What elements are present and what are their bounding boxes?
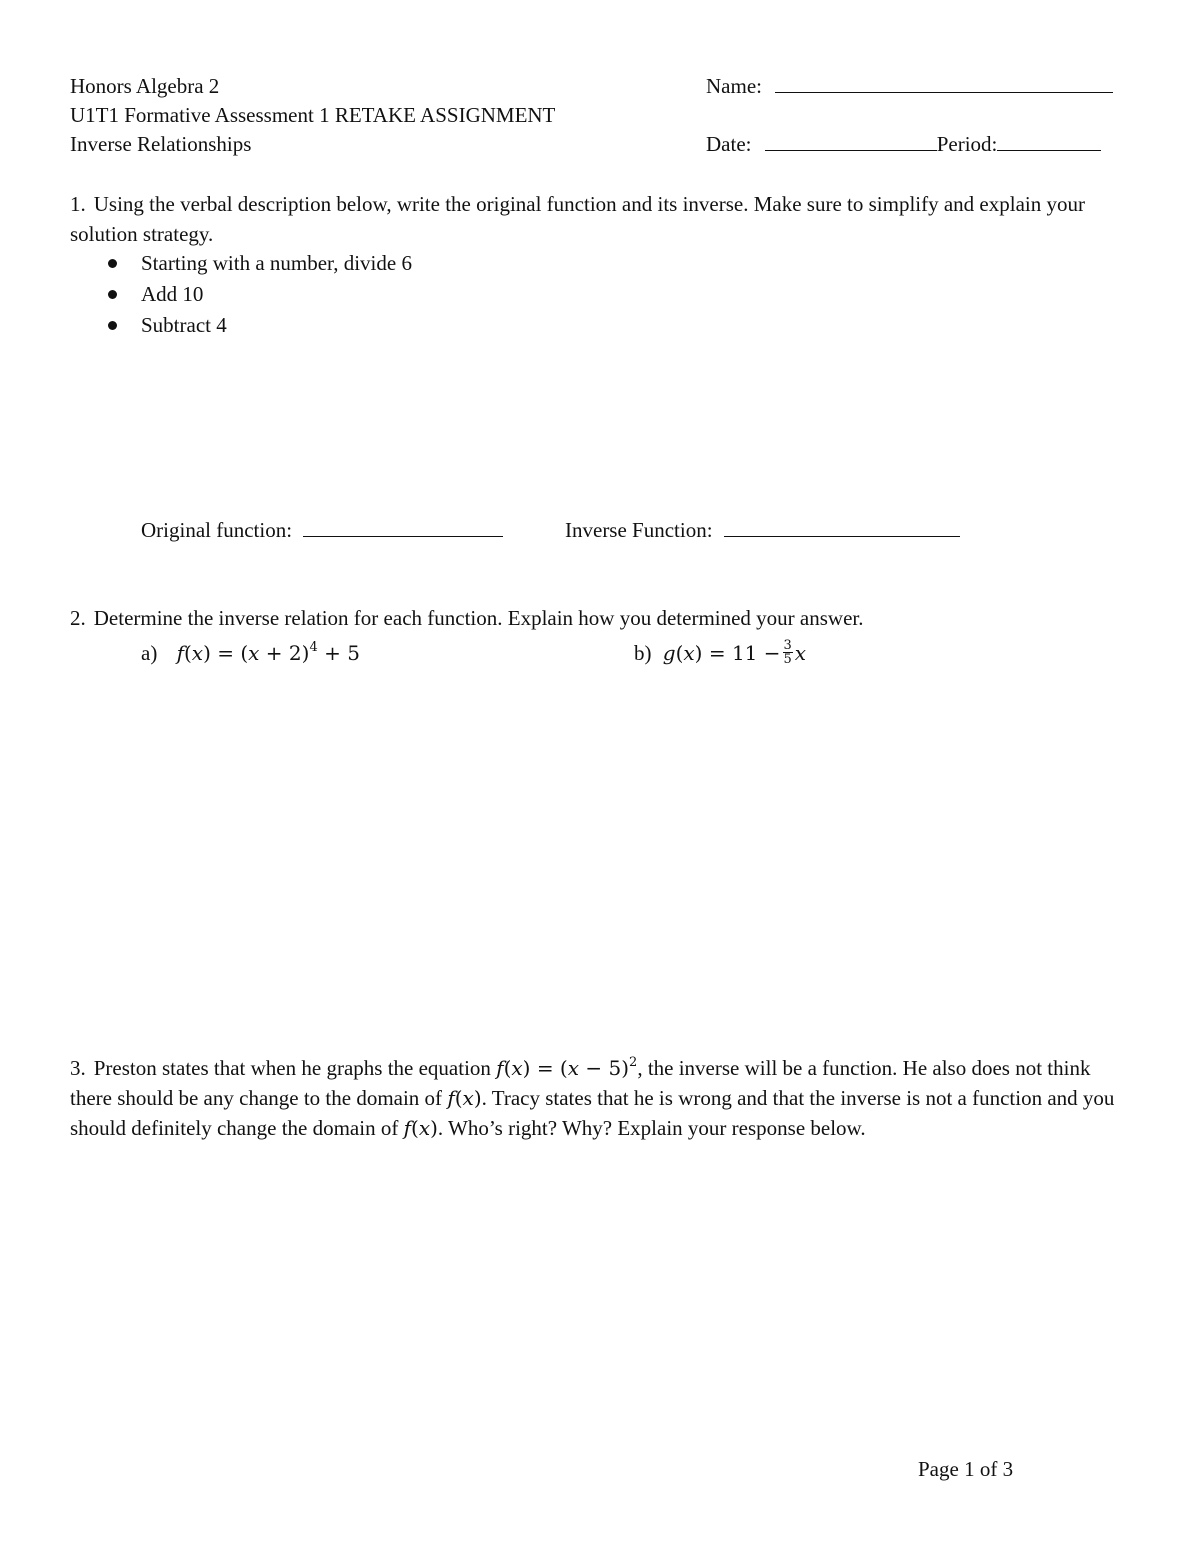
list-item: Subtract 4 bbox=[104, 310, 412, 341]
bullet-icon bbox=[108, 321, 117, 330]
equation-q3: $f(x) = (x - 5)^2$ bbox=[496, 1055, 638, 1080]
date-blank[interactable] bbox=[765, 130, 937, 151]
bullet-icon bbox=[108, 259, 117, 268]
name-label: Name: bbox=[706, 74, 762, 98]
inverse-function-label: Inverse Function: bbox=[565, 518, 713, 542]
topic-title: Inverse Relationships bbox=[70, 132, 252, 156]
question-1-text: Using the verbal description below, write the original function and its inverse. Make sure to simplify and explain your solution strategy. bbox=[70, 192, 1085, 246]
equation-b: g(x) = 11 − $\frac{3}{5}$ x bbox=[662, 638, 807, 667]
part-b-label: b) bbox=[634, 641, 652, 665]
course-title: Honors Algebra 2 bbox=[70, 74, 220, 98]
name-field[interactable] bbox=[706, 72, 1113, 101]
question-1 bbox=[70, 189, 1132, 249]
question-3: 3. Preston states that when he graphs the equation $f(x) = (x - 5)^2$, the inverse will be a function. He also does not think there should be any change to the domain of f(x). Tracy states that he is wrong and that the inverse is not a function and you should definitely change the domain of f(x). Who’s right? Why? Explain your response below. bbox=[70, 1055, 1115, 1140]
question-2a bbox=[141, 638, 360, 668]
original-function-field[interactable] bbox=[141, 515, 503, 545]
page-number: Page 1 of 3 bbox=[918, 1457, 1014, 1481]
inverse-function-field[interactable] bbox=[565, 515, 960, 545]
fraction: $\frac{3}{5}$ bbox=[783, 638, 792, 667]
inverse-function-blank[interactable] bbox=[724, 516, 960, 537]
question-2-number: 2. bbox=[70, 606, 86, 630]
question-2 bbox=[70, 603, 1132, 633]
question-2-text: Determine the inverse relation for each function. Explain how you determined your answer. bbox=[93, 606, 864, 630]
list-item: Add 10 bbox=[104, 279, 412, 310]
part-a-label: a) bbox=[141, 641, 158, 665]
question-2b bbox=[634, 638, 806, 668]
question-1-steps bbox=[104, 248, 412, 341]
question-1-number: 1. bbox=[70, 192, 86, 216]
original-function-label: Original function: bbox=[141, 518, 293, 542]
list-item: Starting with a number, divide 6 bbox=[104, 248, 412, 279]
assessment-title: U1T1 Formative Assessment 1 RETAKE ASSIGNMENT bbox=[70, 103, 556, 127]
date-period-field[interactable] bbox=[706, 130, 1101, 159]
original-function-blank[interactable] bbox=[303, 516, 503, 537]
period-label: Period: bbox=[936, 132, 998, 156]
period-blank[interactable] bbox=[997, 130, 1101, 151]
date-label: Date: bbox=[706, 132, 752, 156]
bullet-icon bbox=[108, 290, 117, 299]
equation-a: $f(x) = (x + 2)^4 + 5$ bbox=[176, 640, 360, 665]
question-3-number: 3. bbox=[70, 1056, 86, 1080]
name-blank[interactable] bbox=[775, 72, 1113, 93]
